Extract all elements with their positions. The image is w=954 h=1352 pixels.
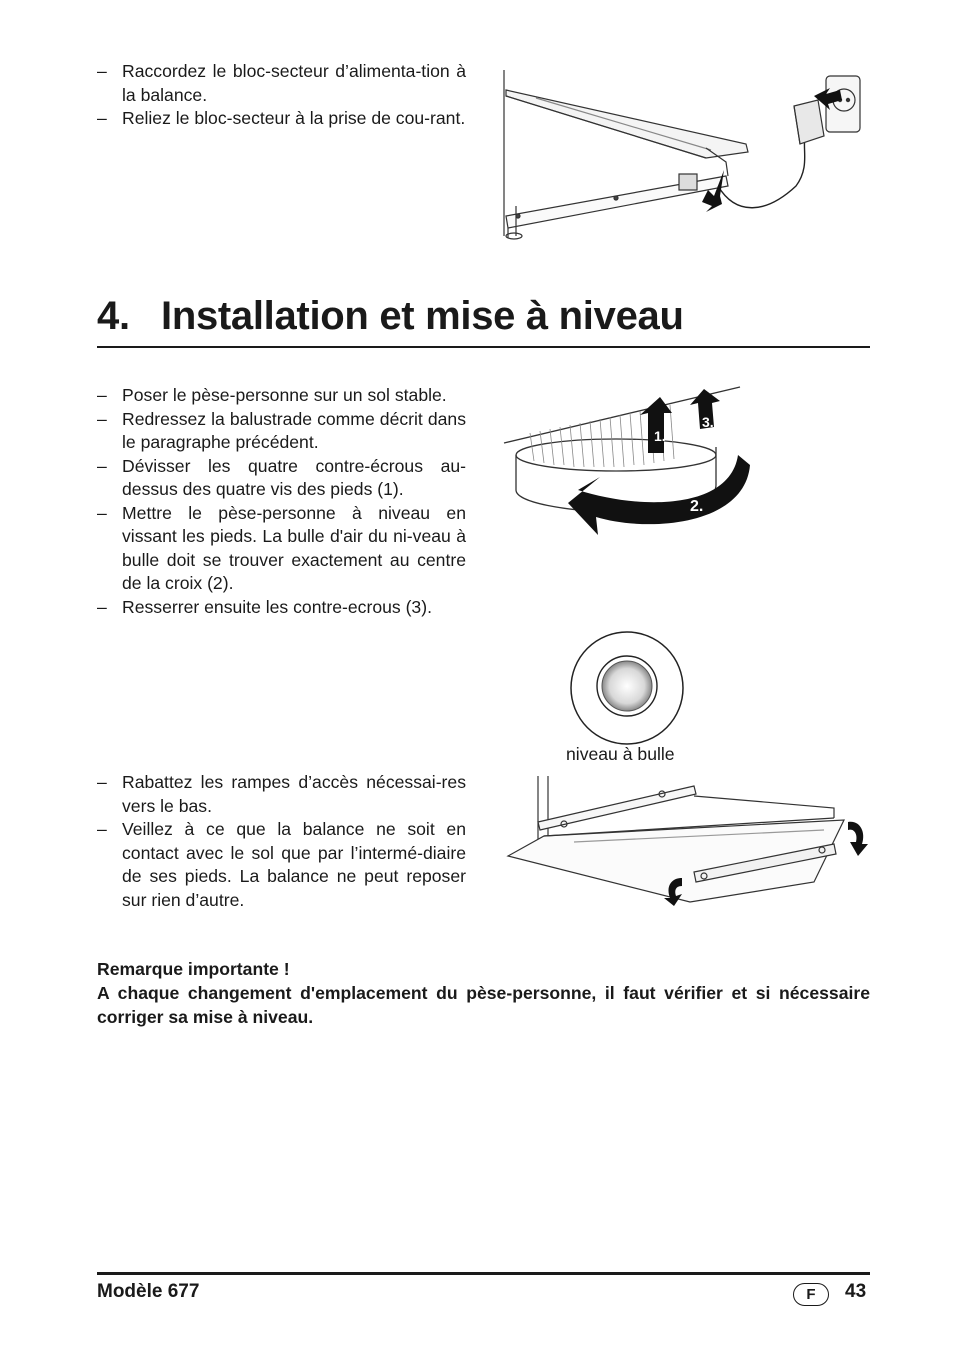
footer-model: Modèle 677	[97, 1281, 200, 1302]
remark-heading: Remarque importante !	[97, 959, 290, 979]
footer-divider	[97, 1272, 870, 1275]
page-number: 43	[845, 1281, 867, 1302]
list-item: – Redressez la balustrade comme décrit dans le paragraphe précédent.	[97, 408, 466, 455]
list-item: – Dévisser les quatre contre-écrous au-dessus des quatre vis des pieds (1).	[97, 455, 466, 502]
ramp-fold-illustration	[504, 772, 874, 908]
leveling-bullet-list	[97, 384, 466, 619]
step-label-2: 2.	[690, 498, 704, 515]
list-item: – Reliez le bloc-secteur à la prise de cou-rant.	[97, 107, 466, 131]
power-adapter-illustration	[496, 66, 876, 246]
section-number: 4.	[97, 294, 130, 338]
bubble-level-icon	[568, 629, 686, 747]
list-item: – Resserrer ensuite les contre-ecrous (3).	[97, 596, 466, 620]
section-heading	[97, 294, 870, 348]
list-item: – Raccordez le bloc-secteur d’alimenta-tion à la balance.	[97, 60, 466, 107]
list-item: – Rabattez les rampes d’accès nécessai-res vers le bas.	[97, 771, 466, 818]
step-label-1: 1.	[654, 428, 666, 444]
important-remark	[97, 957, 870, 1029]
list-item: – Mettre le pèse-personne à niveau en vissant les pieds. La bulle d'air du ni-veau à bulle doit se trouver exactement au centre de la croix (2).	[97, 502, 466, 596]
bubble-caption: niveau à bulle	[566, 744, 675, 764]
ramps-bullet-list	[97, 771, 466, 912]
section-title: Installation et mise à niveau	[161, 294, 684, 338]
list-item: – Veillez à ce que la balance ne soit en contact avec le sol que par l’intermé-diaire de ses pieds. La balance ne peut reposer sur rien d’autre.	[97, 818, 466, 912]
list-item: – Poser le pèse-personne sur un sol stable.	[97, 384, 466, 408]
step-label-3: 3.	[702, 414, 714, 430]
language-badge: F	[793, 1283, 829, 1306]
remark-body: A chaque changement d'emplacement du pèse-personne, il faut vérifier et si nécessaire corriger sa mise à niveau.	[97, 983, 870, 1027]
foot-adjust-illustration	[500, 385, 760, 545]
power-bullet-list	[97, 60, 466, 131]
